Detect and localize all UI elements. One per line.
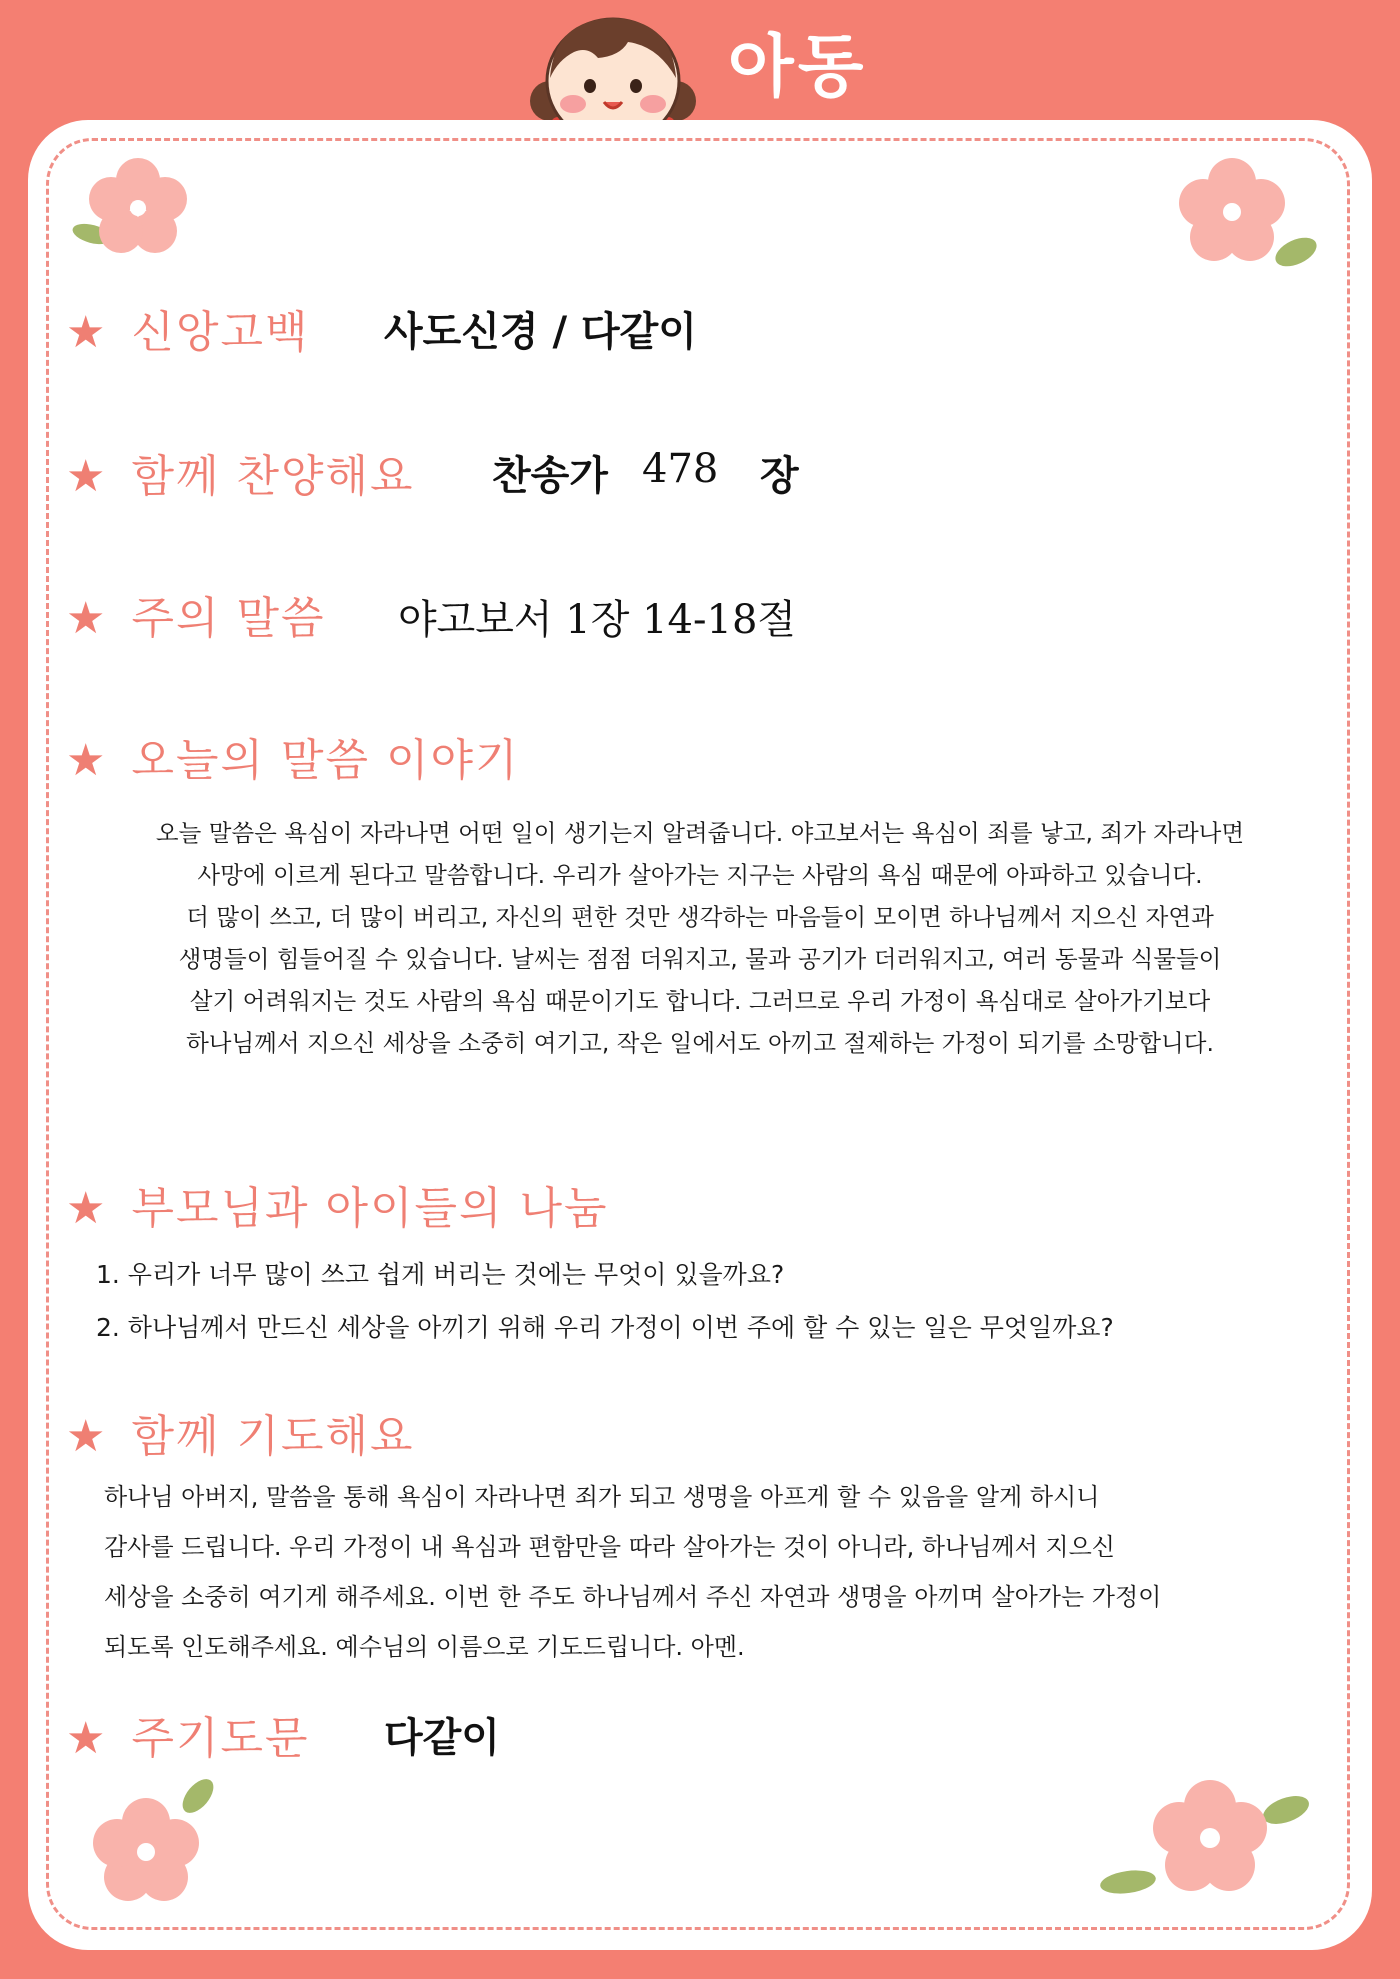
- story-line: 오늘 말씀은 욕심이 자라나면 어떤 일이 생기는지 알려줍니다. 야고보서는 욕심이 죄를 낳고, 죄가 자라나면: [155, 819, 1245, 847]
- question-item: 1. 우리가 너무 많이 쓰고 쉽게 버리는 것에는 무엇이 있을까요?: [96, 1260, 785, 1289]
- section-heading-creed: ★ 신앙고백: [66, 307, 310, 358]
- star-icon: ★: [66, 1411, 106, 1462]
- story-line: 생명들이 힘들어질 수 있습니다. 날씨는 점점 더워지고, 물과 공기가 더러워지고, 여러 동물과 식물들이: [178, 945, 1222, 973]
- story-paragraph: [110, 812, 1290, 1064]
- story-line: 살기 어려워지는 것도 사람의 욕심 때문이기도 합니다. 그러므로 우리 가정이 욕심대로 살아가기보다: [189, 987, 1211, 1015]
- creed-value: 사도신경 / 다같이: [384, 309, 697, 355]
- star-icon: ★: [66, 1183, 106, 1234]
- section-heading-lords-prayer: ★ 주기도문: [66, 1713, 310, 1764]
- scripture-reference: 야고보서 1장 14-18절: [398, 597, 797, 643]
- star-icon: ★: [66, 307, 106, 358]
- prayer-line: 되도록 인도해주세요. 예수님의 이름으로 기도드립니다. 아멘.: [104, 1633, 745, 1661]
- page-title: 아동: [728, 28, 868, 107]
- story-line: 하나님께서 지으신 세상을 소중히 여기고, 작은 일에서도 아끼고 절제하는 가정이 되기를 소망합니다.: [186, 1029, 1214, 1057]
- star-icon: ★: [66, 1713, 106, 1764]
- flower-icon: [80, 1770, 230, 1910]
- question-item: 2. 하나님께서 만드신 세상을 아끼기 위해 우리 가정이 이번 주에 할 수 있는 일은 무엇일까요?: [96, 1313, 1114, 1342]
- section-heading-hymn: ★ 함께 찬양해요: [66, 451, 415, 502]
- star-icon: ★: [66, 735, 106, 786]
- prayer-line: 하나님 아버지, 말씀을 통해 욕심이 자라나면 죄가 되고 생명을 아프게 할 수 있음을 알게 하시니: [104, 1483, 1100, 1511]
- story-line: 사망에 이르게 된다고 말씀합니다. 우리가 살아가는 지구는 사람의 욕심 때문에 아파하고 있습니다.: [197, 861, 1203, 889]
- section-heading-share: ★ 부모님과 아이들의 나눔: [66, 1183, 609, 1234]
- hymn-label: 찬송가: [492, 453, 608, 499]
- section-heading-prayer: ★ 함께 기도해요: [66, 1411, 415, 1462]
- share-questions: [96, 1248, 1316, 1354]
- hymn-unit: 장: [760, 453, 799, 499]
- section-heading-scripture: ★ 주의 말씀: [66, 593, 326, 644]
- prayer-line: 감사를 드립니다. 우리 가정이 내 욕심과 편함만을 따라 살아가는 것이 아니라, 하나님께서 지으신: [104, 1533, 1115, 1561]
- lords-prayer-value: 다같이: [384, 1715, 500, 1761]
- prayer-paragraph: [104, 1472, 1304, 1672]
- flower-icon: [1166, 156, 1326, 276]
- flower-icon: [1096, 1770, 1316, 1910]
- prayer-line: 세상을 소중히 여기게 해주세요. 이번 한 주도 하나님께서 주신 자연과 생명을 아끼며 살아가는 가정이: [104, 1583, 1162, 1611]
- star-icon: ★: [66, 593, 106, 644]
- flower-icon: [66, 156, 196, 266]
- hymn-number: 478: [642, 446, 719, 492]
- story-line: 더 많이 쓰고, 더 많이 버리고, 자신의 편한 것만 생각하는 마음들이 모이면 하나님께서 지으신 자연과: [186, 903, 1214, 931]
- section-heading-story: ★ 오늘의 말씀 이야기: [66, 735, 520, 786]
- star-icon: ★: [66, 451, 106, 502]
